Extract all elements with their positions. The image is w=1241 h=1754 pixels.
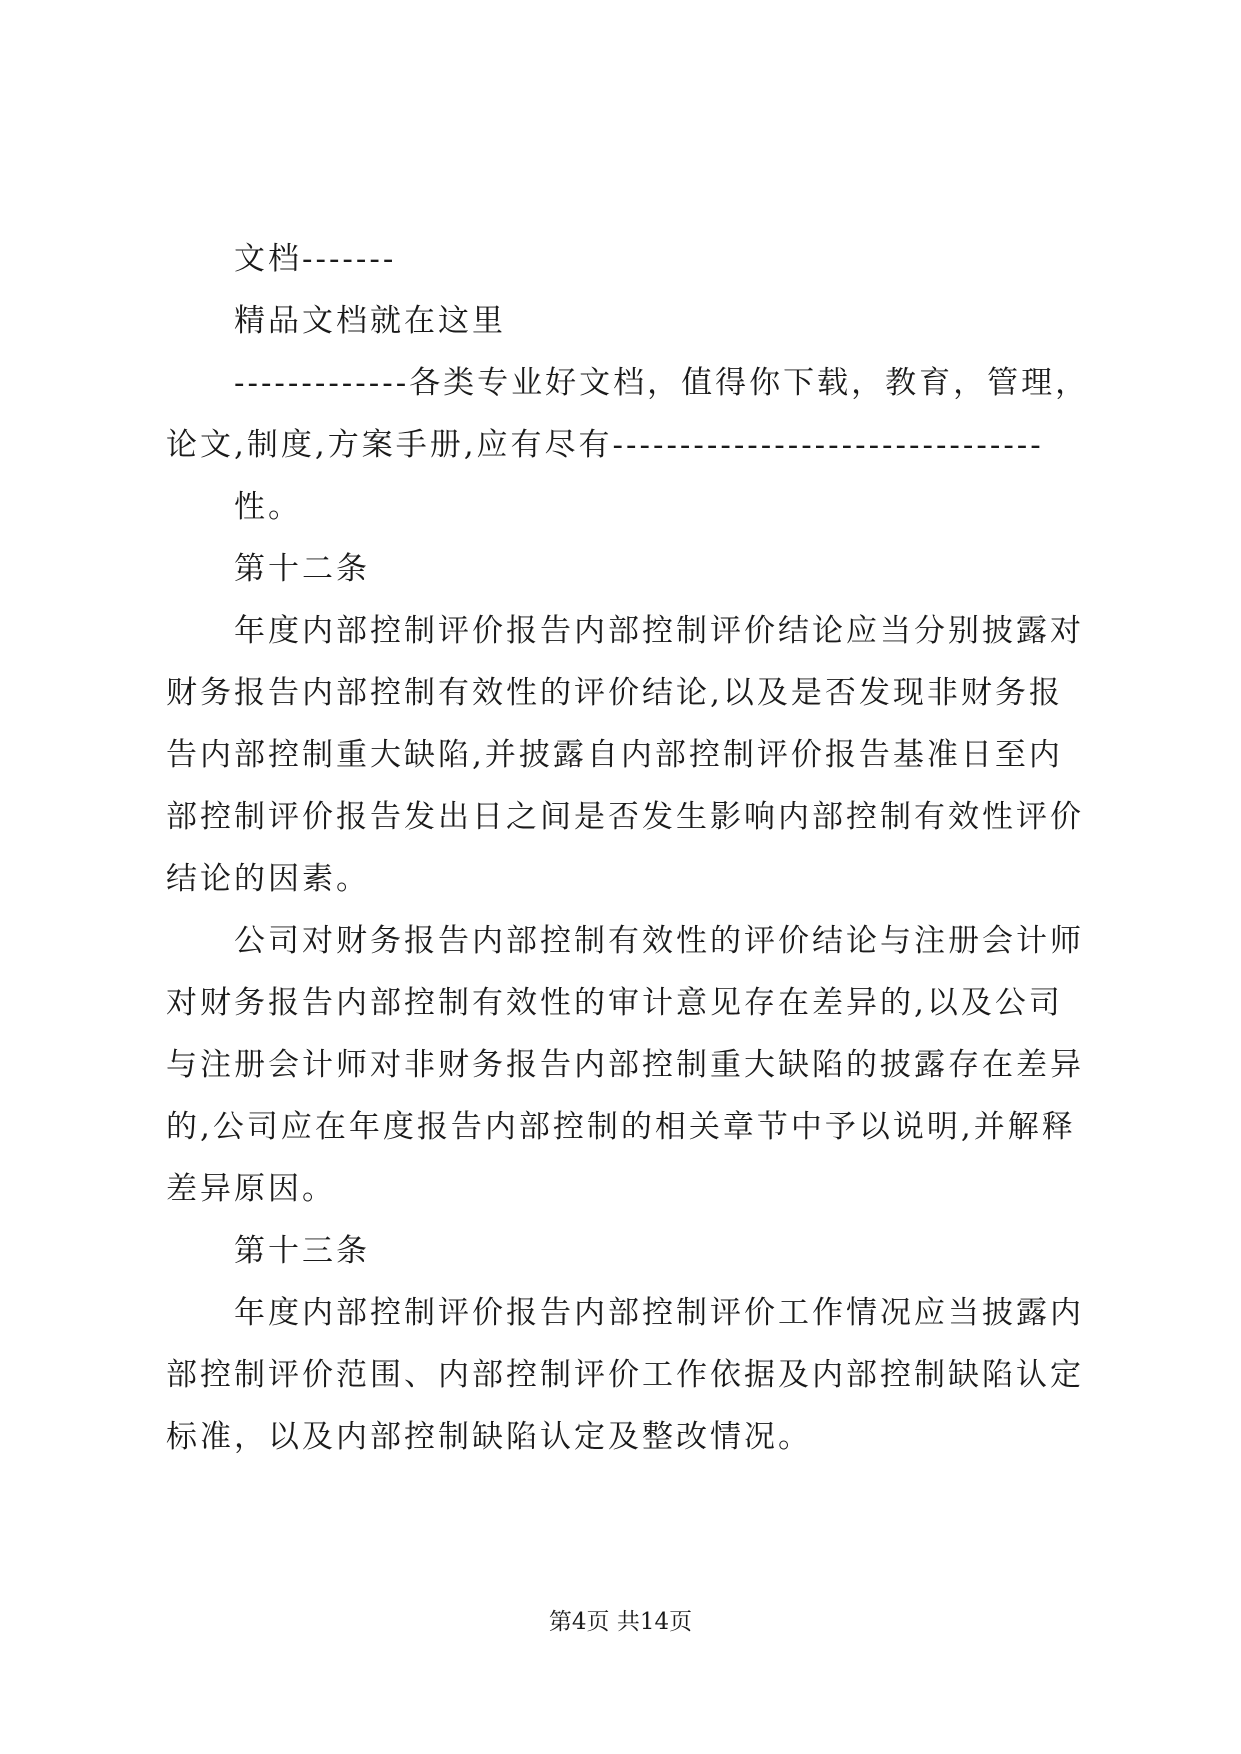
page-footer: 第4页 共14页 bbox=[548, 1609, 693, 1635]
paragraph-fragment: 性。 bbox=[234, 489, 302, 525]
header-line-slogan: 精品文档就在这里 bbox=[234, 303, 506, 339]
article-13-paragraph-1: 年度内部控制评价报告内部控制评价工作情况应当披露内部控制评价范围、内部控制评价工作依据及内部控制缺陷认定标准，以及内部控制缺陷认定及整改情况。 bbox=[166, 1295, 1084, 1455]
article-12-paragraph-2: 公司对财务报告内部控制有效性的评价结论与注册会计师对财务报告内部控制有效性的审计意见存在差异的,以及公司与注册会计师对非财务报告内部控制重大缺陷的披露存在差异的,公司应在年度报告内部控制的相关章节中予以说明,并解释差异原因。 bbox=[166, 923, 1084, 1207]
header-line-doc: 文档------- bbox=[234, 241, 397, 277]
article-12-paragraph-1: 年度内部控制评价报告内部控制评价结论应当分别披露对财务报告内部控制有效性的评价结论,以及是否发现非财务报告内部控制重大缺陷,并披露自内部控制评价报告基准日至内部控制评价报告发出日之间是否发生影响内部控制有效性评价结论的因素。 bbox=[166, 613, 1084, 897]
page-content bbox=[166, 228, 1096, 1468]
article-12-title: 第十二条 bbox=[234, 551, 370, 587]
header-line-ad: -------------各类专业好文档，值得你下载，教育，管理，论文,制度,方案手册,应有尽有-------------------------------- bbox=[166, 365, 1090, 463]
article-13-title: 第十三条 bbox=[234, 1233, 370, 1269]
